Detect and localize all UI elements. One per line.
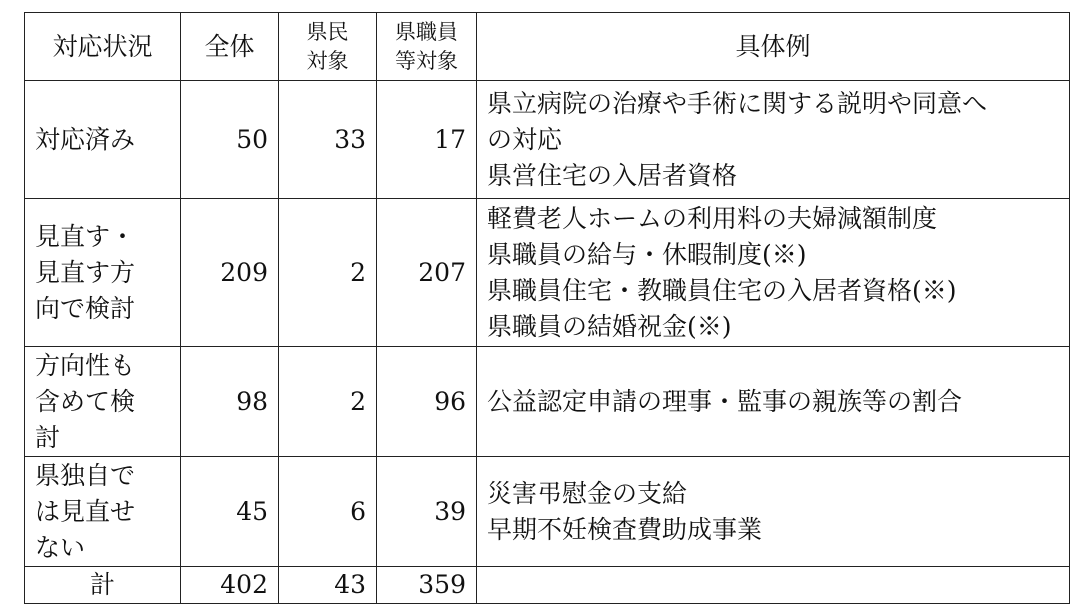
examples-cell (477, 81, 1070, 199)
totals-total-cell: 402 (181, 567, 279, 604)
status-line: 含めて検 (35, 386, 136, 416)
status-line: ない (35, 532, 86, 562)
status-cell (25, 199, 181, 347)
example-line: 県職員の給与・休暇制度(※) (487, 239, 807, 269)
header-staff (377, 13, 477, 81)
status-line: 見直す・ (35, 221, 136, 251)
example-line: 災害弔慰金の支給 (487, 478, 688, 508)
example-line: 県営住宅の入居者資格 (487, 160, 738, 190)
table-row (25, 347, 1070, 457)
header-examples: 具体例 (477, 13, 1070, 81)
residents-count-cell: 2 (279, 199, 377, 347)
total-count-cell: 209 (181, 199, 279, 347)
status-table (24, 12, 1070, 604)
residents-count-cell: 2 (279, 347, 377, 457)
total-count-cell: 98 (181, 347, 279, 457)
examples-cell (477, 457, 1070, 567)
status-cell (25, 457, 181, 567)
examples-cell (477, 199, 1070, 347)
table-row (25, 199, 1070, 347)
example-line: 県立病院の治療や手術に関する説明や同意へ (487, 88, 988, 118)
residents-count-cell: 33 (279, 81, 377, 199)
header-staff-line-2: 等対象 (395, 48, 458, 73)
header-residents (279, 13, 377, 81)
example-line: 公益認定申請の理事・監事の親族等の割合 (487, 386, 963, 416)
staff-count-cell: 207 (377, 199, 477, 347)
example-line: 早期不妊検査費助成事業 (487, 514, 763, 544)
table-row (25, 457, 1070, 567)
status-line: 見直す方 (35, 257, 136, 287)
status-cell (25, 81, 181, 199)
status-line: 県独自で (35, 460, 136, 490)
totals-staff-cell: 359 (377, 567, 477, 604)
total-count-cell: 45 (181, 457, 279, 567)
status-line: 方向性も (35, 350, 136, 380)
example-line: の対応 (487, 124, 563, 154)
totals-label: 計 (25, 567, 181, 604)
example-line: 軽費老人ホームの利用料の夫婦減額制度 (487, 203, 938, 233)
status-line: 向で検討 (35, 293, 136, 323)
header-staff-line-1: 県職員 (395, 19, 458, 44)
totals-residents-cell: 43 (279, 567, 377, 604)
table-header-row (25, 13, 1070, 81)
staff-count-cell: 39 (377, 457, 477, 567)
staff-count-cell: 17 (377, 81, 477, 199)
total-count-cell: 50 (181, 81, 279, 199)
totals-row (25, 567, 1070, 604)
example-line: 県職員住宅・教職員住宅の入居者資格(※) (487, 275, 957, 305)
header-total: 全体 (181, 13, 279, 81)
totals-examples-cell (477, 567, 1070, 604)
status-line: 対応済み (35, 124, 136, 154)
header-status: 対応状況 (25, 13, 181, 81)
header-residents-line-2: 対象 (306, 48, 349, 73)
status-line: は見直せ (35, 496, 136, 526)
status-cell (25, 347, 181, 457)
staff-count-cell: 96 (377, 347, 477, 457)
residents-count-cell: 6 (279, 457, 377, 567)
table-row (25, 81, 1070, 199)
example-line: 県職員の結婚祝金(※) (487, 311, 732, 341)
header-residents-line-1: 県民 (306, 19, 349, 44)
status-line: 討 (35, 422, 61, 452)
examples-cell (477, 347, 1070, 457)
